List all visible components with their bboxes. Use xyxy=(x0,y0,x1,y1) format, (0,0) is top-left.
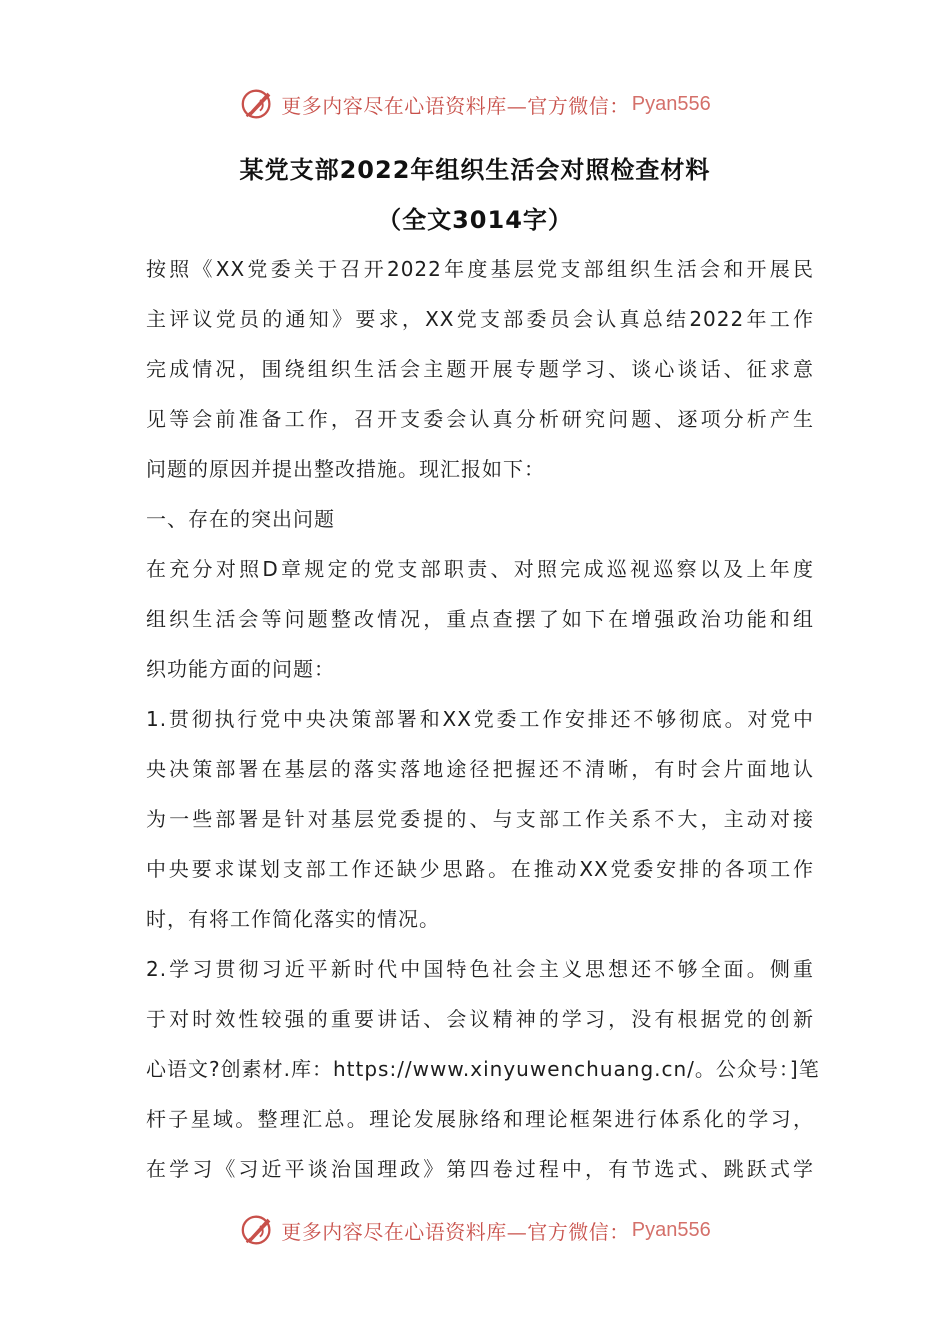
document-subtitle: （全文3014字） xyxy=(377,206,573,234)
document-body xyxy=(146,244,820,1194)
watermark-text: 更多内容尽在心语资料库—官方微信： xyxy=(281,93,630,118)
watermark-banner-top xyxy=(0,84,950,124)
body-line: 完成情况，围绕组织生活会主题开展专题学习、谈心谈话、征求意 xyxy=(146,357,814,381)
body-line: 央决策部署在基层的落实落地途径把握还不清晰，有时会片面地认 xyxy=(146,757,814,781)
body-line: 中央要求谋划支部工作还缺少思路。在推动XX党委安排的各项工作 xyxy=(146,857,814,881)
body-line: 1.贯彻执行党中央决策部署和XX党委工作安排还不够彻底。对党中 xyxy=(146,707,814,731)
watermark-text: 更多内容尽在心语资料库—官方微信： xyxy=(281,1219,630,1244)
body-line: 为一些部署是针对基层党委提的、与支部工作关系不大，主动对接 xyxy=(146,807,814,831)
body-line: 杆子星域。整理汇总。理论发展脉络和理论框架进行体系化的学习， xyxy=(146,1107,814,1131)
body-line: 问题的原因并提出整改措施。现汇报如下： xyxy=(146,457,545,481)
quill-logo-icon xyxy=(239,1211,277,1249)
watermark-wechat-id: Pyan556 xyxy=(631,92,711,115)
section-heading: 一、存在的突出问题 xyxy=(146,507,335,531)
document-title: 某党支部2022年组织生活会对照检查材料 xyxy=(239,156,711,184)
watermark-wechat-id: Pyan556 xyxy=(631,1218,711,1241)
body-line: 2.学习贯彻习近平新时代中国特色社会主义思想还不够全面。侧重 xyxy=(146,957,814,981)
quill-logo-icon xyxy=(239,85,277,123)
body-line: 时，有将工作简化落实的情况。 xyxy=(146,907,440,931)
body-line: 于对时效性较强的重要讲话、会议精神的学习，没有根据党的创新 xyxy=(146,1007,814,1031)
body-line: 织功能方面的问题： xyxy=(146,657,335,681)
body-line: 在充分对照D章规定的党支部职责、对照完成巡视巡察以及上年度 xyxy=(146,557,814,581)
body-line: 见等会前准备工作，召开支委会认真分析研究问题、逐项分析产生 xyxy=(146,407,814,431)
body-line: 心语文?创素材.库：https://www.xinyuwenchuang.cn/。公众号：]笔 xyxy=(146,1057,820,1081)
body-line: 在学习《习近平谈治国理政》第四卷过程中，有节选式、跳跃式学 xyxy=(146,1157,814,1181)
watermark-banner-bottom xyxy=(0,1210,950,1250)
body-line: 组织生活会等问题整改情况，重点查摆了如下在增强政治功能和组 xyxy=(146,607,814,631)
body-line: 主评议党员的通知》要求，XX党支部委员会认真总结2022年工作 xyxy=(146,307,814,331)
body-line: 按照《XX党委关于召开2022年度基层党支部组织生活会和开展民 xyxy=(146,257,814,281)
